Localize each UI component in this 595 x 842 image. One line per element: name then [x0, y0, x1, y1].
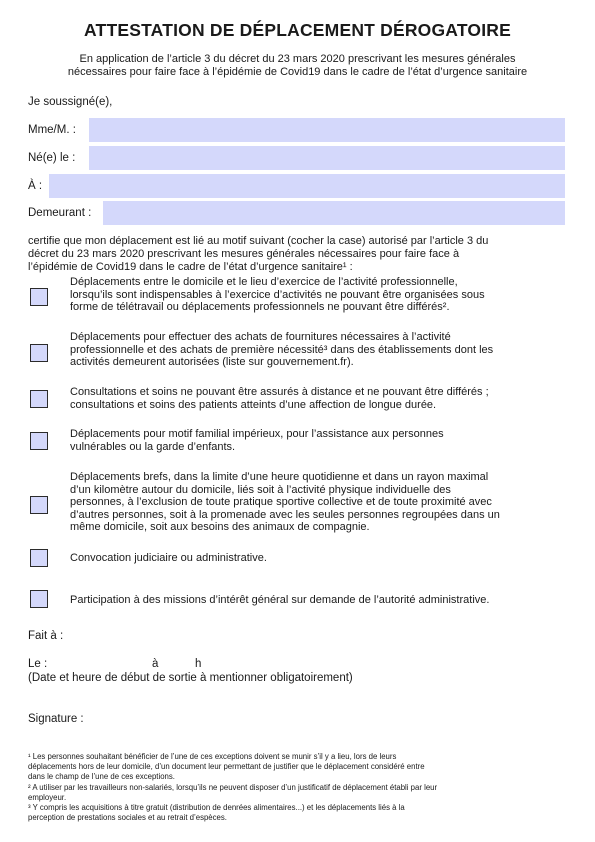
option-motif-sport	[70, 471, 565, 534]
checkbox-motif-famille[interactable]	[30, 432, 48, 450]
checkbox-motif-convocation[interactable]	[30, 549, 48, 567]
option-motif-achats	[70, 331, 565, 369]
option-line: activités demeurent autorisées (liste sur gouvernement.fr).	[70, 356, 354, 369]
certifie-line: certifie que mon déplacement est lié au motif suivant (cocher la case) autorisé par l’article 3 du	[28, 235, 489, 247]
option-line: Déplacements pour motif familial impérieux, pour l’assistance aux personnes	[70, 428, 444, 440]
option-motif-sante	[70, 386, 565, 411]
option-line: Consultations et soins ne pouvant être assurés à distance et ne pouvant être différés ;	[70, 386, 489, 398]
option-line: Convocation judiciaire ou administrative.	[70, 552, 267, 564]
adresse-label: Demeurant :	[28, 207, 92, 219]
time-a-text: à	[152, 658, 159, 670]
certifie-line: l’épidémie de Covid19 dans le cadre de l’état d’urgence sanitaire¹ :	[28, 261, 353, 274]
option-line: Participation à des missions d’intérêt général sur demande de l’autorité administrative.	[70, 594, 490, 606]
option-line: Déplacements brefs, dans la limite d’une heure quotidienne et dans un rayon maximal	[70, 471, 489, 483]
option-motif-travail	[70, 276, 565, 314]
option-line: forme de télétravail ou déplacements professionnels ne pouvant être différés².	[70, 301, 450, 314]
checkbox-motif-achats[interactable]	[30, 344, 48, 362]
checkbox-motif-travail[interactable]	[30, 288, 48, 306]
footnotes	[28, 752, 568, 823]
fait-a-label: Fait à :	[28, 630, 64, 642]
naissance-label: Né(e) le :	[28, 152, 76, 164]
option-line: professionnelle et des achats de première nécessité³ dans des établissements dont les	[70, 343, 494, 356]
option-line: personnes, à l’exclusion de toute pratique sportive collective et de toute proximité avec	[70, 496, 492, 509]
certifie-line: décret du 23 mars 2020 prescrivant les mesures générales nécessaires pour faire face à	[28, 248, 460, 261]
option-motif-famille	[70, 428, 565, 453]
date-label: Le :	[28, 658, 48, 670]
option-line: Déplacements entre le domicile et le lieu d’exercice de l’activité professionnelle,	[70, 276, 458, 288]
hour-field[interactable]	[162, 655, 192, 671]
intro-line: nécessaires pour faire face à l’épidémie de Covid19 dans le cadre de l’état d’urgence sanitaire	[67, 66, 528, 78]
checkbox-motif-sport[interactable]	[30, 496, 48, 514]
signature-label: Signature :	[28, 713, 84, 725]
lieu-label: À :	[28, 180, 43, 192]
footnote-line: ² A utiliser par les travailleurs non-salariés, lorsqu’ils ne peuvent disposer d’un justificatif de déplacement établi par leur	[28, 782, 438, 792]
footnote-line: ¹ Les personnes souhaitant bénéficier de l’une de ces exceptions doivent se munir s’il y a lieu, lors de leurs	[28, 752, 397, 761]
lieu-naissance-field[interactable]	[49, 174, 565, 198]
footnote-line: déplacements hors de leur domicile, d’un document leur permettant de justifier que le déplacement considéré entre	[28, 762, 425, 772]
option-line: vulnérables ou la garde d’enfants.	[70, 440, 236, 453]
option-line: d’un kilomètre autour du domicile, liés soit à l’activité physique individuelle des	[70, 483, 451, 496]
option-line: Déplacements pour effectuer des achats de fournitures nécessaires à l’activité	[70, 331, 451, 343]
option-line: d’autres personnes, soit à la promenade avec les seules personnes regroupées dans un	[70, 508, 500, 521]
signature-field[interactable]	[92, 708, 392, 738]
date-field[interactable]	[52, 655, 142, 671]
soussigne-text: Je soussigné(e),	[28, 96, 113, 108]
option-line: consultations et soins des patients atteints d’une affection de longue durée.	[70, 398, 437, 411]
intro-text	[30, 53, 565, 79]
minute-field[interactable]	[205, 655, 235, 671]
option-line: lorsqu’ils sont indispensables à l’exercice d’activités ne pouvant être organisées sous	[70, 288, 485, 301]
date-note: (Date et heure de début de sortie à mentionner obligatoirement)	[28, 672, 353, 684]
checkbox-motif-mission[interactable]	[30, 590, 48, 608]
naissance-field[interactable]	[89, 146, 565, 170]
certifie-text	[28, 235, 568, 275]
footnote-line: dans le champ de l’une de ces exceptions.	[28, 772, 175, 782]
footnote-line: ³ Y compris les acquisitions à titre gratuit (distribution de denrées alimentaires...) et les déplacements liés à la	[28, 803, 405, 813]
option-motif-mission	[70, 594, 565, 607]
option-line: même domicile, soit aux besoins des animaux de compagnie.	[70, 521, 370, 534]
fait-a-field[interactable]	[72, 626, 372, 644]
time-h-text: h	[195, 658, 202, 670]
option-motif-convocation	[70, 552, 565, 565]
adresse-field[interactable]	[103, 201, 565, 225]
nom-label: Mme/M. :	[28, 124, 76, 136]
nom-field[interactable]	[89, 118, 565, 142]
footnote-line: employeur.	[28, 792, 67, 802]
checkbox-motif-sante[interactable]	[30, 390, 48, 408]
footnote-line: perception de prestations sociales et au retrait d’espèces.	[28, 813, 227, 823]
intro-line: En application de l’article 3 du décret du 23 mars 2020 prescrivant les mesures générales	[79, 53, 516, 65]
document-title: ATTESTATION DE DÉPLACEMENT DÉROGATOIRE	[84, 20, 511, 40]
